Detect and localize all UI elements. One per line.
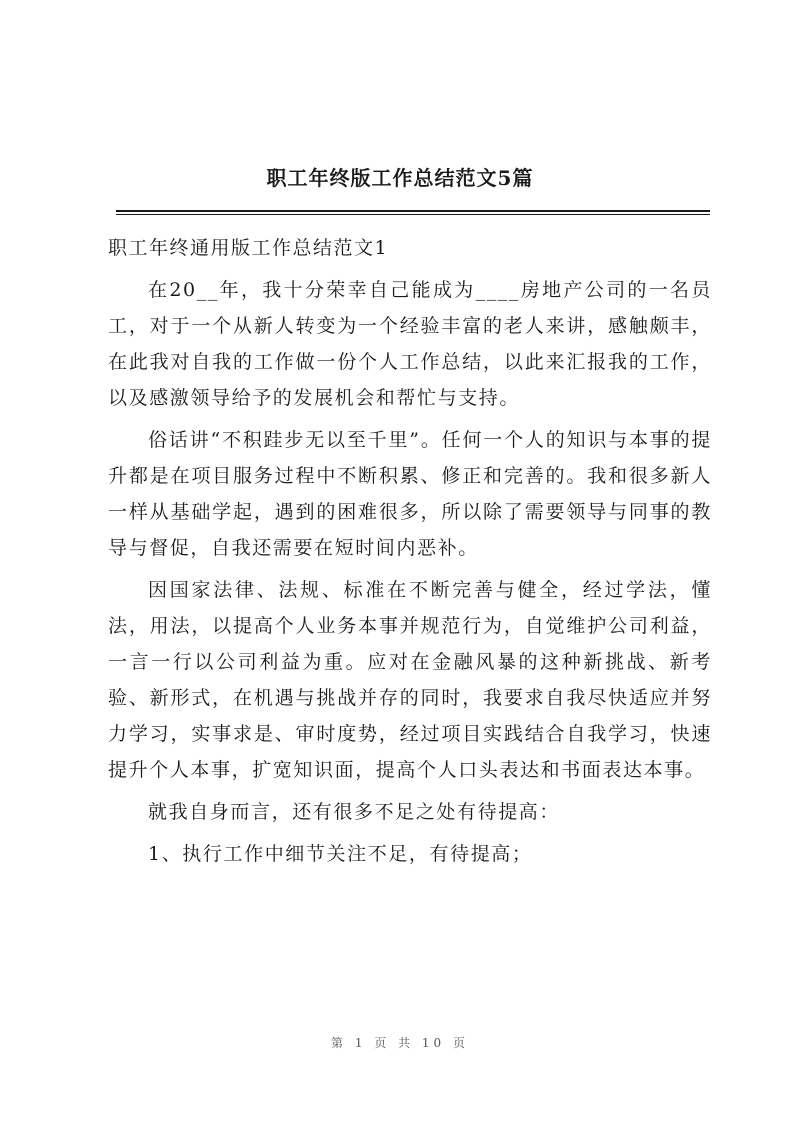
paragraph: 因国家法律、法规、标准在不断完善与健全，经过学法，懂法，用法，以提高个人业务本事并规范行为，自觉维护公司利益，一言一行以公司利益为重。应对在金融风暴的这种新挑战、新考验、新形式，在机遇与挑战并存的同时，我要求自我尽快适应并努力学习，实事求是、审时度势，经过项目实践结合自我学习，快速提升个人本事，扩宽知识面，提高个人口头表达和书面表达本事。 — [108, 579, 712, 781]
title-divider-thin — [116, 214, 710, 215]
document-body — [108, 230, 712, 878]
page-number: 第 1 页 共 10 页 — [331, 1036, 469, 1050]
section-subtitle: 职工年终通用版工作总结范文1 — [108, 237, 389, 259]
document-title: 职工年终版工作总结范文5篇 — [266, 166, 534, 190]
paragraph: 俗话讲“不积跬步无以至千里”。任何一个人的知识与本事的提升都是在项目服务过程中不断积累、修正和完善的。我和很多新人一样从基础学起，遇到的困难很多，所以除了需要领导与同事的教导与督促，自我还需要在短时间内恶补。 — [108, 429, 712, 559]
list-item: 1、执行工作中细节关注不足，有待提高； — [148, 843, 533, 865]
paragraph: 就我自身而言，还有很多不足之处有待提高： — [148, 801, 561, 823]
title-divider — [116, 210, 710, 212]
paragraph: 在20__年，我十分荣幸自己能成为____房地产公司的一名员工，对于一个从新人转变为一个经验丰富的老人来讲，感触颇丰，在此我对自我的工作做一份个人工作总结，以此来汇报我的工作，以及感激领导给予的发展机会和帮忙与支持。 — [108, 279, 712, 409]
